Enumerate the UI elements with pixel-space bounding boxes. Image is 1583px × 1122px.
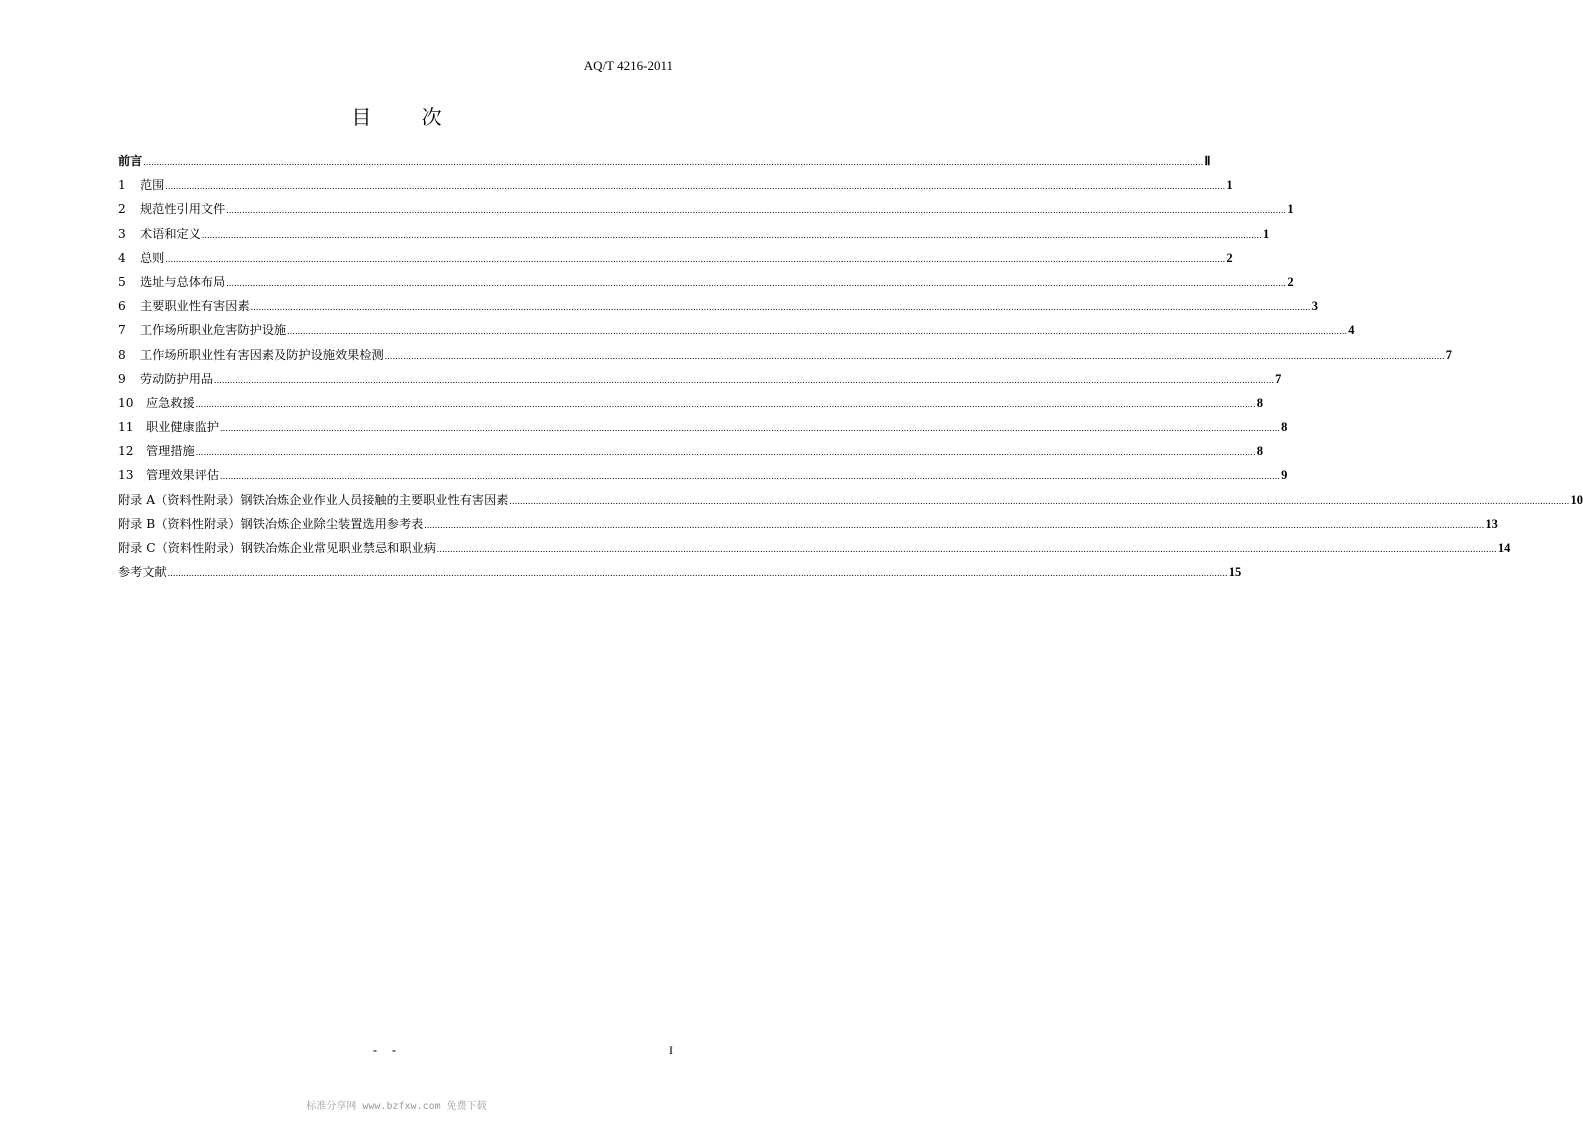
toc-entry-label: 应急救援 — [146, 395, 195, 410]
toc-entry[interactable] — [118, 152, 1211, 176]
toc-entry-label: 总则 — [140, 250, 165, 265]
standard-code: AQ/T 4216-2011 — [583, 58, 673, 73]
toc-entry-label: 前言 — [118, 154, 143, 168]
toc-entry-page: 7 — [1445, 347, 1452, 362]
toc-leader-dots: ................................................................................................................................................................................................................................................................................................................................................................................................................ — [226, 205, 1287, 216]
toc-leader-dots: ................................................................................................................................................................................................................................................................................................................................................................................................................ — [250, 302, 1311, 313]
toc-entry-number: 7 — [118, 323, 126, 338]
toc-leader-dots: ................................................................................................................................................................................................................................................................................................................................................................................................................ — [509, 495, 1570, 506]
toc-entry-page: 1 — [1262, 226, 1270, 241]
toc-entry-number: 6 — [118, 299, 126, 314]
toc-entry-page: 1 — [1226, 178, 1233, 193]
table-of-contents — [118, 152, 1583, 587]
toc-entry-page: 15 — [1228, 565, 1242, 580]
toc-entry[interactable] — [118, 466, 1288, 490]
toc-leader-dots: ................................................................................................................................................................................................................................................................................................................................................................................................................ — [424, 519, 1485, 530]
toc-entry-label: 附录 A（资料性附录）钢铁冶炼企业作业人员接触的主要职业性有害因素 — [118, 492, 509, 507]
toc-entry[interactable] — [118, 491, 1583, 515]
toc-entry[interactable] — [118, 418, 1288, 442]
toc-entry-number: 1 — [118, 178, 126, 193]
toc-entry[interactable] — [118, 370, 1282, 394]
toc-entry-page: 8 — [1256, 444, 1263, 459]
toc-entry[interactable] — [118, 442, 1263, 466]
toc-entry-page: 10 — [1570, 492, 1583, 507]
toc-entry[interactable] — [118, 273, 1294, 297]
toc-leader-dots: ................................................................................................................................................................................................................................................................................................................................................................................................................ — [214, 374, 1275, 385]
footer-dash: - - — [373, 1043, 402, 1057]
toc-entry-number: 3 — [118, 226, 126, 241]
toc-entry-number: 10 — [118, 395, 134, 410]
toc-leader-dots: ................................................................................................................................................................................................................................................................................................................................................................................................................ — [220, 471, 1281, 482]
watermark: 标准分享网 www.bzfxw.com 免费下载 — [306, 1101, 487, 1112]
toc-entry-page: 2 — [1287, 274, 1294, 289]
toc-leader-dots: ................................................................................................................................................................................................................................................................................................................................................................................................................ — [384, 350, 1445, 361]
toc-entry[interactable] — [118, 321, 1355, 345]
toc-entry-number: 5 — [118, 274, 126, 289]
toc-entry-page: 8 — [1256, 395, 1263, 410]
toc-entry-label: 职业健康监护 — [146, 420, 220, 435]
toc-leader-dots: ................................................................................................................................................................................................................................................................................................................................................................................................................ — [220, 423, 1281, 434]
toc-entry[interactable] — [118, 394, 1263, 418]
toc-entry-number: 11 — [118, 420, 134, 435]
toc-entry-page: 9 — [1281, 468, 1288, 483]
toc-entry-label: 管理效果评估 — [146, 468, 220, 483]
toc-entry-label: 规范性引用文件 — [140, 202, 226, 217]
toc-entry-number: 4 — [118, 250, 126, 265]
toc-entry[interactable] — [118, 249, 1233, 273]
toc-entry[interactable] — [118, 563, 1242, 587]
toc-entry-label: 参考文献 — [118, 565, 167, 580]
page-title: 目 次 — [351, 105, 464, 129]
toc-entry-page: 14 — [1497, 541, 1511, 555]
toc-entry-number: 9 — [118, 371, 126, 386]
toc-entry-label: 主要职业性有害因素 — [140, 299, 250, 314]
toc-entry-page: 4 — [1348, 323, 1355, 338]
toc-entry-page: 13 — [1485, 516, 1498, 531]
toc-entry[interactable] — [118, 176, 1233, 200]
toc-leader-dots: ................................................................................................................................................................................................................................................................................................................................................................................................................ — [436, 544, 1497, 554]
toc-leader-dots: ................................................................................................................................................................................................................................................................................................................................................................................................................ — [287, 326, 1348, 337]
toc-leader-dots: ................................................................................................................................................................................................................................................................................................................................................................................................................ — [195, 398, 1256, 409]
toc-entry[interactable] — [118, 539, 1511, 563]
toc-entry-label: 管理措施 — [146, 444, 195, 459]
toc-entry-label: 工作场所职业危害防护设施 — [140, 323, 287, 338]
toc-entry-number: 8 — [118, 347, 126, 362]
toc-entry-label: 劳动防护用品 — [140, 371, 214, 386]
toc-entry-number: 2 — [118, 202, 126, 217]
toc-entry-number: 12 — [118, 444, 134, 459]
toc-entry-label: 范围 — [140, 178, 165, 193]
toc-entry[interactable] — [118, 225, 1270, 249]
toc-entry-page: 8 — [1281, 420, 1288, 435]
toc-entry-label: 选址与总体布局 — [140, 274, 226, 289]
toc-entry[interactable] — [118, 297, 1318, 321]
toc-entry[interactable] — [118, 200, 1294, 224]
toc-entry-page: 3 — [1311, 299, 1318, 314]
toc-entry-page: Ⅱ — [1204, 154, 1211, 168]
toc-leader-dots: ................................................................................................................................................................................................................................................................................................................................................................................................................ — [165, 181, 1226, 192]
toc-entry-label: 附录 C（资料性附录）钢铁冶炼企业常见职业禁忌和职业病 — [118, 541, 436, 555]
toc-leader-dots: ................................................................................................................................................................................................................................................................................................................................................................................................................ — [226, 277, 1287, 288]
toc-entry-page: 2 — [1226, 250, 1233, 265]
toc-leader-dots: ................................................................................................................................................................................................................................................................................................................................................................................................................ — [165, 253, 1226, 264]
toc-entry[interactable] — [118, 515, 1498, 539]
toc-leader-dots: ................................................................................................................................................................................................................................................................................................................................................................................................................ — [195, 447, 1256, 458]
toc-entry-label: 术语和定义 — [140, 226, 201, 241]
toc-entry[interactable] — [118, 346, 1452, 370]
toc-entry-label: 工作场所职业性有害因素及防护设施效果检测 — [140, 347, 384, 362]
toc-entry-page: 7 — [1275, 371, 1282, 386]
toc-entry-page: 1 — [1287, 202, 1294, 217]
toc-leader-dots: ................................................................................................................................................................................................................................................................................................................................................................................................................ — [167, 568, 1228, 579]
toc-leader-dots: ................................................................................................................................................................................................................................................................................................................................................................................................................ — [143, 157, 1204, 167]
toc-entry-number: 13 — [118, 468, 134, 483]
toc-entry-label: 附录 B（资料性附录）钢铁冶炼企业除尘装置选用参考表 — [118, 516, 424, 531]
toc-leader-dots: ................................................................................................................................................................................................................................................................................................................................................................................................................ — [201, 229, 1262, 240]
footer-page-number: I — [669, 1043, 673, 1057]
